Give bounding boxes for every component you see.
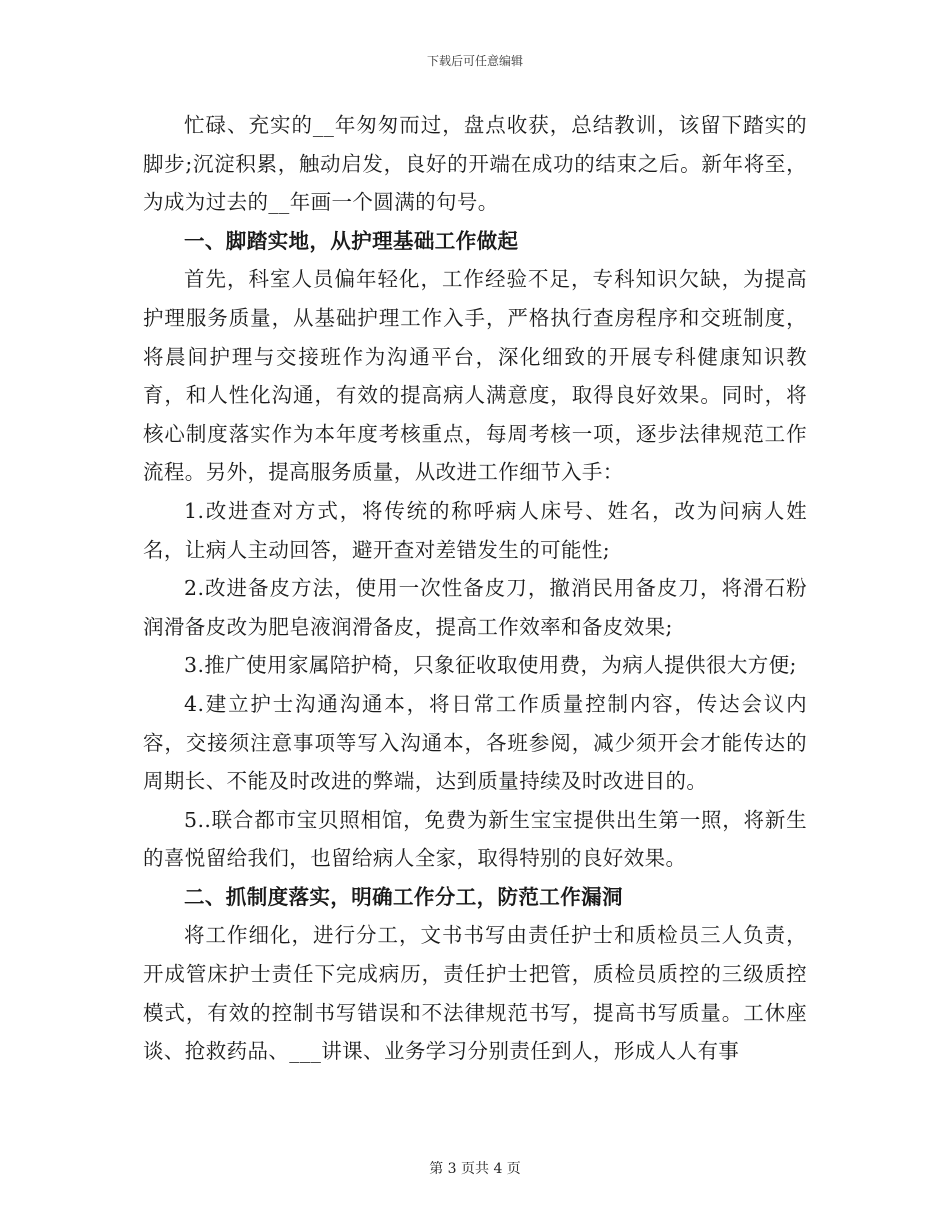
body-paragraph: 将工作细化，进行分工，文书书写由责任护士和质检员三人负责，开成管床护士责任下完成病历，责任护士把管，质检员质控的三级质控模式，有效的控制书写错误和不法律规范书写，提高书写质量。工休座谈、抢救药品、___讲课、业务学习分别责任到人，形成人人有事 xyxy=(143,923,807,1064)
page-header: 下载后可任意编辑 xyxy=(426,54,523,68)
section-heading-1: 一、脚踏实地，从护理基础工作做起 xyxy=(184,228,519,253)
section-heading-2: 二、抓制度落实，明确工作分工，防范工作漏洞 xyxy=(184,884,623,909)
list-item-5: 5..联合都市宝贝照相馆，免费为新生宝宝提供出生第一照，将新生的喜悦留给我们，也留给病人全家，取得特别的良好效果。 xyxy=(143,807,807,871)
list-item-3: 3.推广使用家属陪护椅，只象征收取使用费，为病人提供很大方便; xyxy=(184,653,797,678)
list-item-4: 4.建立护士沟通沟通本，将日常工作质量控制内容，传达会议内容，交接须注意事项等写入沟通本，各班参阅，减少须开会才能传达的周期长、不能及时改进的弊端，达到质量持续及时改进目的。 xyxy=(143,691,807,794)
list-item-2: 2.改进备皮方法，使用一次性备皮刀，撤消民用备皮刀，将滑石粉润滑备皮改为肥皂液润滑备皮，提高工作效率和备皮效果; xyxy=(143,576,807,639)
list-item-1: 1.改进查对方式，将传统的称呼病人床号、姓名，改为问病人姓名，让病人主动回答，避开查对差错发生的可能性; xyxy=(143,498,807,562)
document-body xyxy=(143,106,807,1071)
page-number: 第 3 页共 4 页 xyxy=(429,1161,521,1177)
body-paragraph: 首先，科室人员偏年轻化，工作经验不足，专科知识欠缺，为提高护理服务质量，从基础护理工作入手，严格执行查房程序和交班制度，将晨间护理与交接班作为沟通平台，深化细致的开展专科健康知识教育，和人性化沟通，有效的提高病人满意度，取得良好效果。同时，将核心制度落实作为本年度考核重点，每周考核一项，逐步法律规范工作流程。另外，提高服务质量，从改进工作细节入手： xyxy=(143,267,807,485)
intro-paragraph: 忙碌、充实的__年匆匆而过，盘点收获，总结教训，该留下踏实的脚步;沉淀积累，触动启发，良好的开端在成功的结束之后。新年将至，为成为过去的__年画一个圆满的句号。 xyxy=(143,113,807,215)
